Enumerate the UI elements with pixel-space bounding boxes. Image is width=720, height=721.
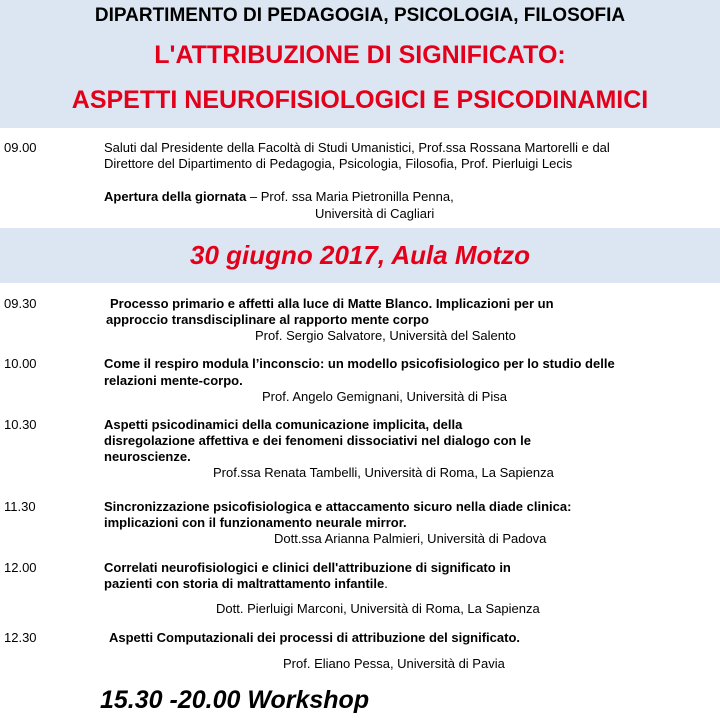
date-banner <box>0 228 720 283</box>
session-title-period: . <box>384 576 388 591</box>
session-time: 11.30 <box>4 499 36 514</box>
session-title: implicazioni con il funzionamento neurale mirror. <box>104 515 407 530</box>
session-title: Aspetti psicodinamici della comunicazione implicita, della <box>104 417 463 432</box>
apertura-label: Apertura della giornata <box>104 189 247 204</box>
session-speaker: Prof. Sergio Salvatore, Università del Salento <box>255 328 516 343</box>
apertura-line <box>104 189 454 204</box>
session-speaker: Prof. Angelo Gemignani, Università di Pisa <box>262 389 507 404</box>
header-band <box>0 0 720 128</box>
session-title: disregolazione affettiva e dei fenomeni dissociativi nel dialogo con le <box>104 433 531 448</box>
session-title: approccio transdisciplinare al rapporto mente corpo <box>106 312 429 327</box>
session-title: Correlati neurofisiologici e clinici dell'attribuzione di significato in <box>104 560 511 575</box>
greeting-line2: Direttore del Dipartimento di Pedagogia, Psicologia, Filosofia, Prof. Pierluigi Lecis <box>104 156 573 171</box>
session-title-text: pazienti con storia di maltrattamento infantile <box>104 576 385 591</box>
session-time: 10.30 <box>4 417 37 432</box>
session-title: relazioni mente-corpo. <box>104 373 243 388</box>
session-speaker: Dott. Pierluigi Marconi, Università di Roma, La Sapienza <box>216 601 540 616</box>
session-speaker: Prof.ssa Renata Tambelli, Università di Roma, La Sapienza <box>213 465 554 480</box>
session-title: Come il respiro modula l’inconscio: un modello psicofisiologico per lo studio delle <box>104 356 615 371</box>
session-speaker: Dott.ssa Arianna Palmieri, Università di Padova <box>274 531 547 546</box>
session-title: Aspetti Computazionali dei processi di attribuzione del significato. <box>109 630 520 645</box>
department-name: DIPARTIMENTO DI PEDAGOGIA, PSICOLOGIA, FILOSOFIA <box>94 5 626 26</box>
greeting-line1: Saluti dal Presidente della Facoltà di Studi Umanistici, Prof.ssa Rossana Martorelli e dal <box>104 140 610 155</box>
event-title-line1: L'ATTRIBUZIONE DI SIGNIFICATO: <box>154 41 566 69</box>
session-title <box>104 576 388 591</box>
session-title: Processo primario e affetti alla luce di Matte Blanco. Implicazioni per un <box>110 296 554 311</box>
session-time: 12.30 <box>4 630 37 645</box>
apertura-affiliation: Università di Cagliari <box>315 206 435 221</box>
event-date: 30 giugno 2017, Aula Motzo <box>190 240 530 270</box>
session-title: Sincronizzazione psicofisiologica e attaccamento sicuro nella diade clinica: <box>104 499 572 514</box>
workshop-heading: 15.30 -20.00 Workshop <box>100 686 370 714</box>
event-title-line2: ASPETTI NEUROFISIOLOGICI E PSICODINAMICI <box>71 86 649 114</box>
opening-time: 09.00 <box>4 140 37 155</box>
session-speaker: Prof. Eliano Pessa, Università di Pavia <box>283 656 505 671</box>
session-time: 10.00 <box>4 356 37 371</box>
session-title: neuroscienze. <box>104 449 191 464</box>
session-time: 12.00 <box>4 560 37 575</box>
session-time: 09.30 <box>4 296 37 311</box>
apertura-speaker: – Prof. ssa Maria Pietronilla Penna, <box>246 189 454 204</box>
